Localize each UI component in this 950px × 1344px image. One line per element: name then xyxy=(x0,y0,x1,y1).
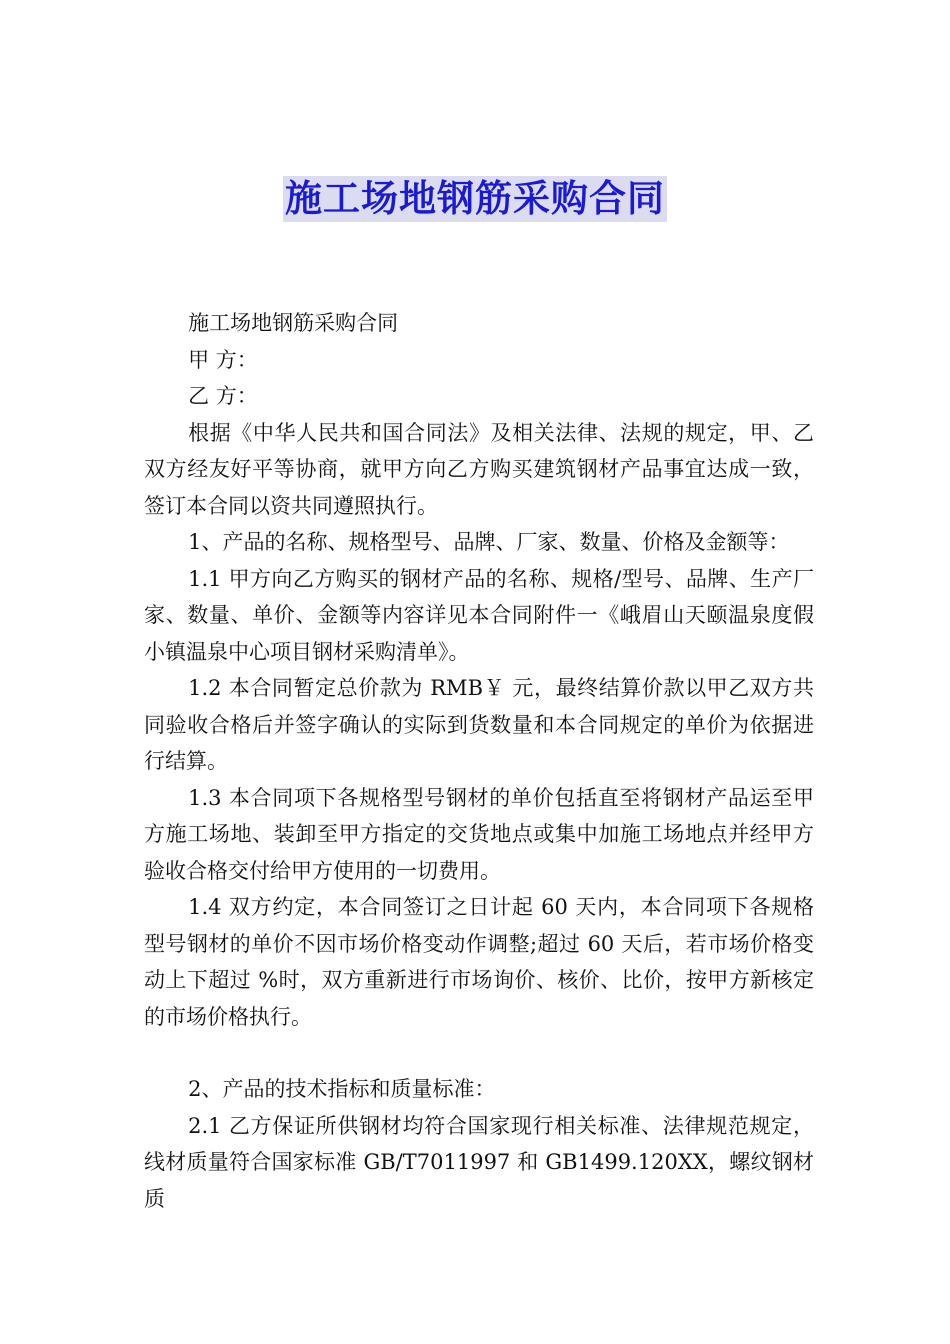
paragraph-clause-1-2: 1.2 本合同暂定总价款为 RMB￥ 元，最终结算价款以甲乙双方共同验收合格后并签字确认的实际到货数量和本合同规定的单价为依据进行结算。 xyxy=(144,676,814,773)
paragraph-party-b: 乙 方： xyxy=(188,384,258,408)
document-title: 施工场地钢筋采购合同 xyxy=(285,177,665,220)
document-body xyxy=(144,305,814,1217)
paragraph-heading: 施工场地钢筋采购合同 xyxy=(188,311,399,335)
paragraph-party-a: 甲 方： xyxy=(188,347,258,372)
paragraph-preamble: 根据《中华人民共和国合同法》及相关法律、法规的规定，甲、乙双方经友好平等协商，就甲方向乙方购买建筑钢材产品事宜达成一致，签订本合同以资共同遵照执行。 xyxy=(144,420,814,518)
paragraph-clause-1-4: 1.4 双方约定，本合同签订之日计起 60 天内，本合同项下各规格型号钢材的单价不因市场价格变动作调整;超过 60 天后，若市场价格变动上下超过 %时，双方重新进行市场询价、核价、比价，按甲方新核定的市场价格执行。 xyxy=(144,895,814,1029)
title-container xyxy=(0,176,950,222)
paragraph-clause-1-1: 1.1 甲方向乙方购买的钢材产品的名称、规格/型号、品牌、生产厂家、数量、单价、金额等内容详见本合同附件一《峨眉山天颐温泉度假小镇温泉中心项目钢材采购清单》。 xyxy=(144,566,814,664)
paragraph-section-1: 1、产品的名称、规格型号、品牌、厂家、数量、价格及金额等： xyxy=(188,530,790,554)
paragraph-section-2: 2、产品的技术指标和质量标准： xyxy=(188,1077,496,1101)
paragraph-clause-1-3: 1.3 本合同项下各规格型号钢材的单价包括直至将钢材产品运至甲方施工场地、装卸至甲方指定的交货地点或集中加施工场地点并经甲方验收合格交付给甲方使用的一切费用。 xyxy=(144,785,814,883)
paragraph-clause-2-1: 2.1 乙方保证所供钢材均符合国家现行相关标准、法律规范规定，线材质量符合国家标准 GB/T7011997 和 GB1499.120XX，螺纹钢材质 xyxy=(144,1113,814,1211)
